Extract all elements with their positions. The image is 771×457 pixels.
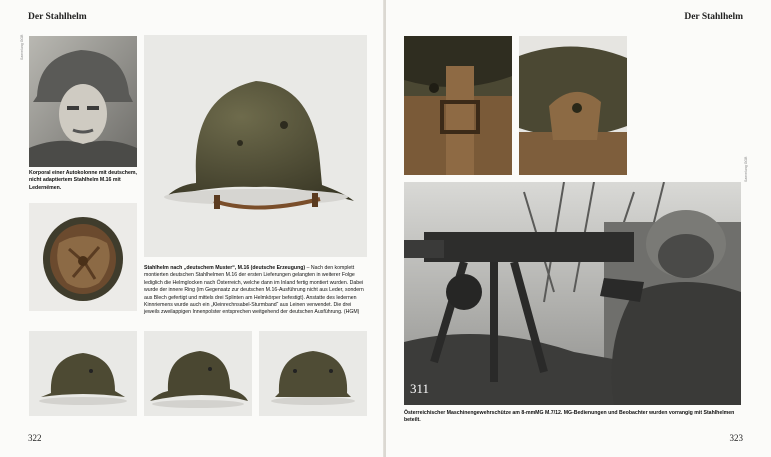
machine-gunner-photo xyxy=(404,182,741,405)
left-page-number: 322 xyxy=(28,433,42,443)
right-page xyxy=(386,0,771,457)
machine-gunner-caption: Österreichischer Maschinengewehrschütze am 8-mmMG M.7/12. MG-Bedienungen und Beobachter wurden vorrangig mit Stahlhelmen beteilt. xyxy=(404,410,735,424)
main-helmet-caption xyxy=(144,265,368,317)
portrait-photo xyxy=(29,36,137,167)
strap-detail-photo-2 xyxy=(519,36,627,175)
right-running-header: Der Stahlhelm xyxy=(684,12,743,22)
left-running-header: Der Stahlhelm xyxy=(28,12,87,22)
left-page xyxy=(0,0,384,457)
helmet-side-photo-2 xyxy=(144,331,252,416)
helmet-interior-photo xyxy=(29,203,137,311)
right-photo-credit: Sammlung GGB xyxy=(744,156,748,182)
strap-detail-photo-1 xyxy=(404,36,512,175)
main-helmet-photo xyxy=(144,35,367,257)
left-photo-credit: Sammlung GGB xyxy=(20,34,24,60)
main-caption-body: – Nach den komplett montierten deutschen Stahlhelmen M.16 der ersten Lieferungen gelangten in weiterer Folge lediglich die Helmglocken nach Österreich, welche dann im Inland fertig montiert wurden. Dabei wurde der innere Ring (im Gegensatz zur deutschen M.16-Ausführung nicht aus Leder, sondern aus Blech gefertigt und mittels drei Splinten am Helmkörper befestigt). Anstatte des ledernen Kinnriemens wurde auch ein „Kleinrechnsabel-Sturmband“ aus Leinen verwendet. Die drei jeweils zweilappigen Innenpolster entsprechen weitgehend der deutschen Ausführung. (HGM) xyxy=(144,265,364,316)
helmet-side-photo-1 xyxy=(29,331,137,416)
helmet-side-photo-3 xyxy=(259,331,367,416)
photo-number: 311 xyxy=(410,381,430,396)
portrait-caption: Korporal einer Autokolonne mit deutschem, nicht adaptiertem Stahlhelm M.16 mit Ledernëmen. xyxy=(29,170,137,191)
main-caption-title: Stahlhelm nach „deutschem Muster“, M.16 (deutsche Erzeugung) xyxy=(144,265,306,271)
right-page-number: 323 xyxy=(729,433,743,443)
